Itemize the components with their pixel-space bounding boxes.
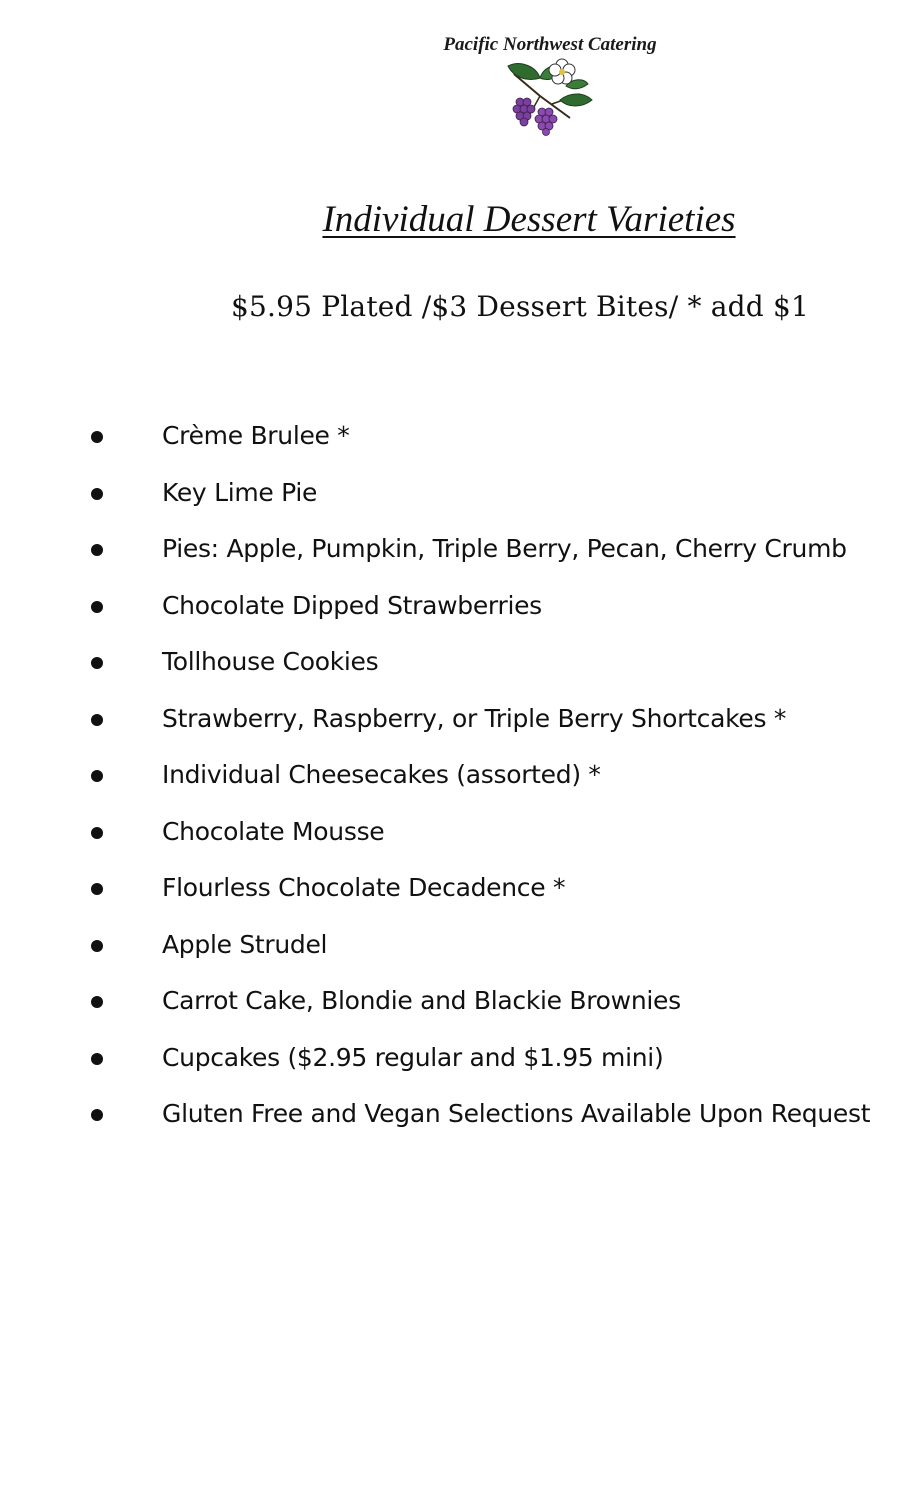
list-item — [0, 864, 915, 921]
bullet-icon — [91, 883, 103, 895]
dessert-item-text: Strawberry, Raspberry, or Triple Berry Shortcakes * — [162, 703, 787, 733]
list-item — [0, 751, 915, 808]
dessert-item-text: Apple Strudel — [162, 929, 328, 959]
pricing-line: $5.95 Plated /$3 Dessert Bites/ * add $1 — [230, 290, 810, 323]
bullet-icon — [91, 770, 103, 782]
dessert-item-text: Individual Cheesecakes (assorted) * — [162, 760, 601, 789]
menu-title: Individual Dessert Varieties — [322, 199, 736, 240]
dessert-item-text: Chocolate Dipped Strawberries — [162, 590, 542, 620]
company-name: Pacific Northwest Catering — [443, 34, 657, 55]
list-item — [0, 525, 915, 582]
dessert-item-text: Gluten Free and Vegan Selections Available Upon Request — [162, 1099, 871, 1128]
bullet-icon — [91, 714, 103, 726]
bullet-icon — [91, 657, 103, 669]
dessert-item-text: Tollhouse Cookies — [162, 647, 379, 676]
bullet-icon — [91, 940, 103, 952]
dessert-item-text: Carrot Cake, Blondie and Blackie Brownies — [162, 986, 681, 1015]
list-item — [0, 1034, 915, 1091]
bullet-icon — [91, 1109, 103, 1121]
list-item — [0, 808, 915, 865]
list-item — [0, 638, 915, 695]
bullet-icon — [91, 601, 103, 613]
dessert-item-text: Key Lime Pie — [162, 477, 318, 507]
list-item — [0, 412, 915, 469]
bullet-icon — [91, 488, 103, 500]
list-item — [0, 582, 915, 639]
dessert-list — [0, 412, 915, 1147]
dessert-item-text: Chocolate Mousse — [162, 816, 385, 846]
blackberry-branch-logo-icon — [500, 56, 596, 136]
bullet-icon — [91, 431, 103, 443]
bullet-icon — [91, 544, 103, 556]
list-item — [0, 977, 915, 1034]
dessert-item-text: Flourless Chocolate Decadence * — [162, 873, 566, 902]
bullet-icon — [91, 1053, 103, 1065]
bullet-icon — [91, 827, 103, 839]
dessert-item-text: Pies: Apple, Pumpkin, Triple Berry, Pecan, Cherry Crumb — [162, 534, 847, 563]
dessert-item-text: Crème Brulee * — [162, 421, 350, 450]
list-item — [0, 695, 915, 752]
bullet-icon — [91, 996, 103, 1008]
list-item — [0, 469, 915, 526]
list-item — [0, 921, 915, 978]
dessert-item-text: Cupcakes ($2.95 regular and $1.95 mini) — [162, 1042, 664, 1072]
list-item — [0, 1090, 915, 1147]
